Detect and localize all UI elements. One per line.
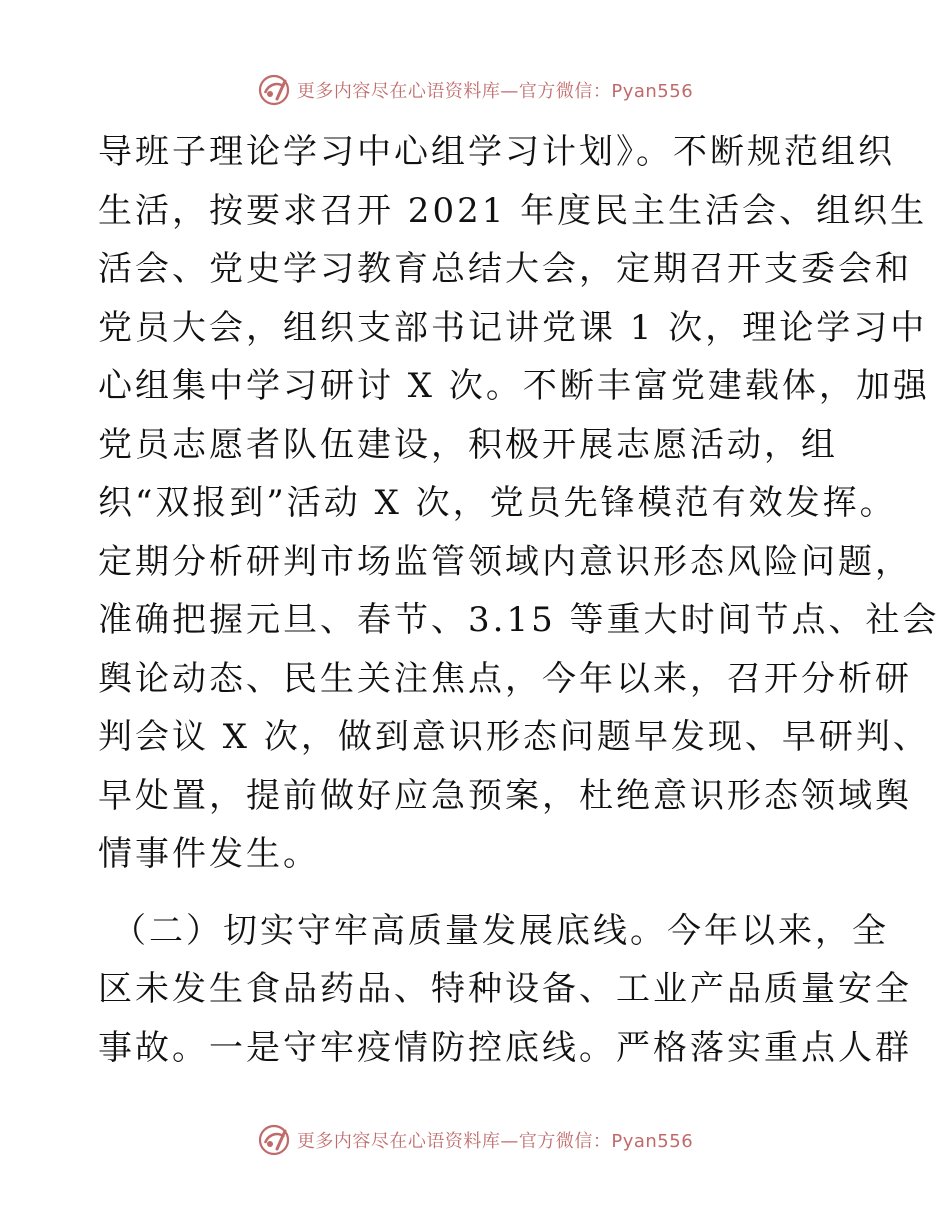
watermark-text: 更多内容尽在心语资料库—官方微信：Pyan556 — [296, 81, 694, 102]
header-watermark — [0, 70, 950, 110]
text-line: 早处置，提前做好应急预案，杜绝意识形态领域舆 — [98, 775, 912, 816]
text-line: 党员大会，组织支部书记讲党课 1 次，理论学习中 — [98, 307, 928, 348]
footer-watermark — [0, 1120, 950, 1160]
text-line: 准确把握元旦、春节、3.15 等重大时间节点、社会 — [98, 600, 940, 640]
paragraph-2 — [98, 902, 912, 1078]
paragraph-1 — [98, 123, 940, 884]
text-line: 织“双报到”活动 X 次，党员先锋模范有效发挥。 — [98, 483, 897, 523]
text-line: 舆论动态、民生关注焦点，今年以来，召开分析研 — [98, 658, 912, 699]
text-line: 情事件发生。 — [98, 834, 320, 874]
text-line: 活会、党史学习教育总结大会，定期召开支委会和 — [98, 249, 912, 289]
seal-logo-icon — [257, 73, 291, 107]
seal-logo-icon — [257, 1123, 291, 1157]
text-line: 党员志愿者队伍建设，积极开展志愿活动，组 — [98, 424, 838, 465]
text-line: 区未发生食品药品、特种设备、工业产品质量安全 — [98, 969, 912, 1009]
document-body — [98, 123, 940, 1077]
section-heading-line: （二）切实守牢高质量发展底线。今年以来，全 — [112, 910, 889, 951]
text-line: 生活，按要求召开 2021 年度民主生活会、组织生 — [98, 190, 928, 231]
text-line: 心组集中学习研讨 X 次。不断丰富党建载体，加强 — [98, 366, 930, 406]
text-line: 事故。一是守牢疫情防控底线。严格落实重点人群 — [98, 1027, 912, 1068]
text-line: 定期分析研判市场监管领域内意识形态风险问题， — [98, 541, 912, 582]
text-line: 导班子理论学习中心组学习计划》。不断规范组织 — [98, 132, 895, 172]
watermark-text: 更多内容尽在心语资料库—官方微信：Pyan556 — [296, 1131, 694, 1152]
text-line: 判会议 X 次，做到意识形态问题早发现、早研判、 — [98, 717, 930, 757]
paragraph-gap — [98, 884, 858, 902]
